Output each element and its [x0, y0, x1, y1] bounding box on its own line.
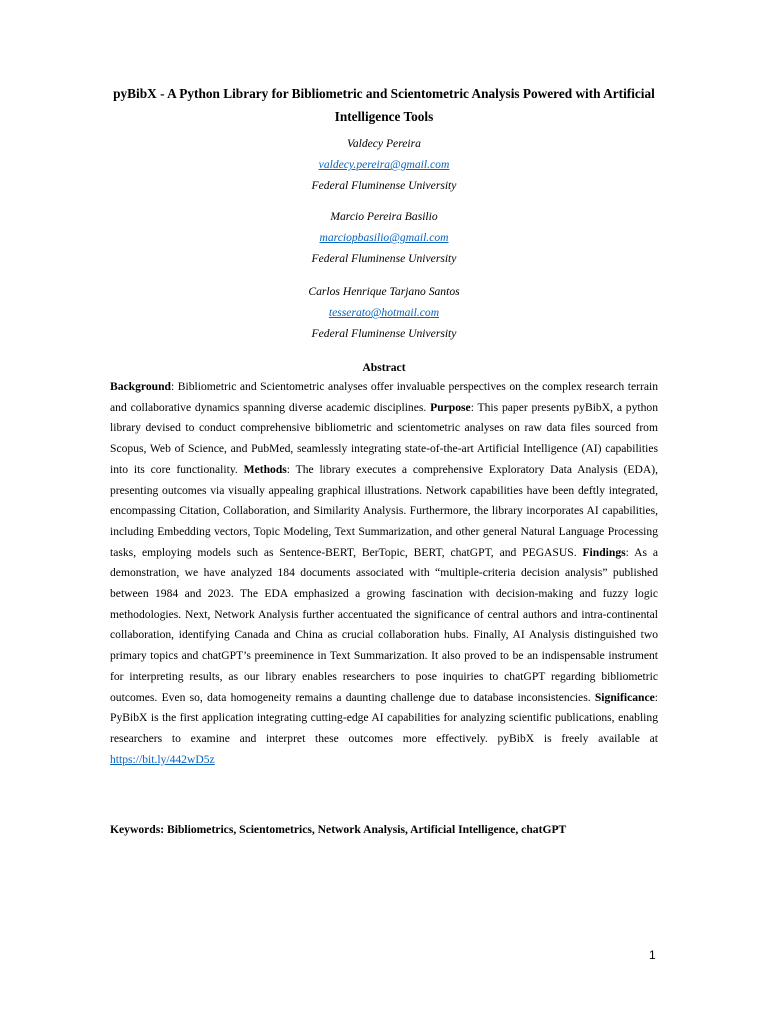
author-email-link[interactable]: tesserato@hotmail.com — [328, 306, 440, 319]
keywords: Keywords: Bibliometrics, Scientometrics, Network Analysis, Artificial Intelligence, chatGPT — [110, 823, 567, 836]
purpose-text: : This paper presents pyBibX, a python library devised to conduct comprehensive bibliometric and scientometric analyses on raw data files sourced from Scopus, Web of Science, and PubMed, seamlessly integrating state-of-the-art Artificial Intelligence (AI) capabilities into its core functionality. — [110, 400, 659, 476]
significance-text: : PyBibX is the first application integrating cutting-edge AI capabilities for analyzing scientific publications, enabling researchers to examine and interpret these outcomes more effectively. pyBibX is freely available at — [110, 690, 658, 745]
background-text: : Bibliometric and Scientometric analyses offer invaluable perspectives on the complex research terrain and collaborative dynamics spanning diverse academic disciplines. — [110, 380, 658, 414]
page-number: 1 — [649, 948, 656, 962]
author-name: Valdecy Pereira — [347, 137, 421, 150]
abstract-body — [110, 377, 658, 770]
methods-text: : The library executes a comprehensive Exploratory Data Analysis (EDA), presenting outcomes via visually appealing graphical illustrations. Network capabilities have been deftly integrated, encompassing Citation, Collaboration, and Similarity Analysis. Furthermore, the library incorporates AI capabilities, including Embedding vectors, Topic Modeling, Text Summarization, and other general Natural Language Processing tasks, employing models such as Sentence-BERT, BerTopic, BERT, chatGPT, and PEGASUS. — [110, 462, 658, 559]
availability-link[interactable]: https://bit.ly/442wD5z — [110, 752, 215, 766]
author-affiliation: Federal Fluminense University — [311, 179, 457, 192]
methods-label: Methods — [243, 462, 287, 476]
findings-label: Findings — [582, 545, 626, 559]
author-block-2 — [0, 206, 768, 269]
paper-title: pyBibX - A Python Library for Bibliometric and Scientometric Analysis Powered with Artificial Intelligence Tools — [113, 86, 655, 124]
significance-label: Significance — [594, 690, 655, 704]
background-label: Background — [110, 380, 171, 393]
author-block-3 — [0, 281, 768, 344]
purpose-label: Purpose — [430, 400, 471, 414]
findings-text: : As a demonstration, we have analyzed 184 documents associated with “multiple-criteria decision analysis” published between 1984 and 2023. The EDA emphasized a growing fascination with decision-making and fuzzy logic methodologies. Next, Network Analysis further accentuated the significance of central authors and intra-continental collaboration, identifying Canada and China as crucial collaboration hubs. Finally, AI Analysis distinguished two primary topics and chatGPT’s preeminence in Text Summarization. It also proved to be an indispensable instrument for interpreting results, as our library enables researchers to pose inquiries to chatGPT regarding bibliometric outcomes. Even so, data homogeneity remains a daunting challenge due to database inconsistencies. — [110, 545, 658, 704]
author-affiliation: Federal Fluminense University — [311, 327, 457, 340]
author-email-link[interactable]: marciopbasilio@gmail.com — [319, 231, 449, 244]
author-block-1 — [0, 133, 768, 196]
author-name: Carlos Henrique Tarjano Santos — [308, 285, 460, 298]
author-email-link[interactable]: valdecy.pereira@gmail.com — [318, 158, 450, 171]
author-name: Marcio Pereira Basilio — [330, 210, 438, 223]
author-affiliation: Federal Fluminense University — [311, 252, 457, 265]
abstract-heading: Abstract — [362, 361, 406, 374]
